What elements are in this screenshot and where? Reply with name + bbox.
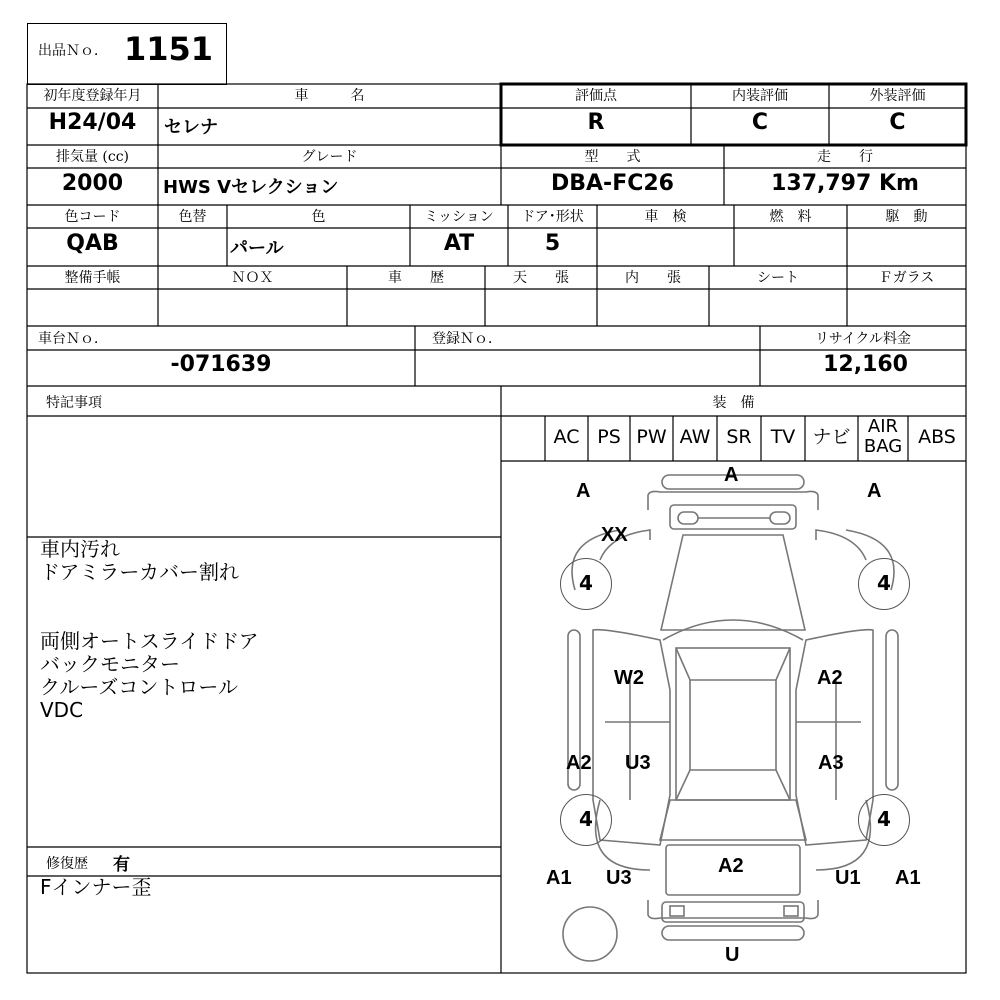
inspection-label: 車 検 <box>644 209 687 225</box>
exterior-label: 外装評価 <box>869 88 926 104</box>
grade-value: HWS Vセレクション <box>163 177 339 198</box>
interior-trim-label: 内 張 <box>625 270 681 286</box>
lot-label: 出品Ｎｏ． <box>38 43 108 59</box>
grade-label: グレード <box>301 149 358 165</box>
fuel-label: 燃 料 <box>769 209 812 225</box>
damage-mark: A <box>724 464 739 486</box>
mission-value: AT <box>443 231 475 256</box>
damage-mark: U3 <box>625 752 651 774</box>
damage-mark: A2 <box>718 855 744 877</box>
damage-mark: A <box>867 480 882 502</box>
repair-label: 修復歴 <box>46 856 88 872</box>
lot-number: 1151 <box>124 30 214 68</box>
tire-rear-right: 4 <box>858 794 910 846</box>
tire-rear-left: 4 <box>560 794 612 846</box>
color-value: パール <box>230 238 284 259</box>
damage-mark: U1 <box>835 867 861 889</box>
mission-label: ミッション <box>424 209 494 225</box>
displacement-label: 排気量 (cc) <box>55 149 130 165</box>
regno-label: 登録Ｎｏ． <box>432 331 502 347</box>
equip-pw: PW <box>636 426 667 448</box>
history-label: 車 歴 <box>388 270 444 286</box>
equip-aw: AW <box>679 426 711 448</box>
damage-mark: U <box>725 944 740 966</box>
damage-mark: W2 <box>614 667 644 689</box>
mileage-value: 137,797 Km <box>771 171 919 196</box>
equip-abs: ABS <box>918 426 956 448</box>
seat-label: シート <box>757 270 799 286</box>
equip-ps: PS <box>597 426 621 448</box>
equip-navi: ナビ <box>812 426 851 448</box>
drive-label: 駆 動 <box>885 209 928 225</box>
equip-ac: AC <box>553 426 580 448</box>
color-code-value: QAB <box>66 231 119 256</box>
color-code-label: 色コード <box>64 209 121 225</box>
notes-line: VDC <box>40 698 84 722</box>
chassis-value: -071639 <box>170 352 272 377</box>
car-name-value: セレナ <box>164 117 218 138</box>
interior-label: 内装評価 <box>732 88 788 104</box>
nox-label: ＮＯＸ <box>231 270 274 286</box>
model-value: DBA-FC26 <box>551 171 674 196</box>
interior-value: C <box>751 110 769 135</box>
door-value: 5 <box>544 231 561 256</box>
roof-label: 天 張 <box>513 270 569 286</box>
recycle-value: 12,160 <box>823 352 908 377</box>
equip-sr: SR <box>726 426 752 448</box>
displacement-value: 2000 <box>61 171 124 196</box>
notes-line: 両側オートスライドドア <box>40 629 259 653</box>
color-label: 色 <box>311 209 326 225</box>
damage-mark: XX <box>601 524 628 546</box>
damage-mark: A1 <box>895 867 921 889</box>
damage-mark: A3 <box>818 752 844 774</box>
reg-date-label: 初年度登録年月 <box>43 88 142 104</box>
recycle-label: リサイクル料金 <box>814 331 912 347</box>
tire-front-right: 4 <box>858 558 910 610</box>
equip-tv: TV <box>770 426 796 448</box>
notes-line: 車内汚れ <box>40 537 120 561</box>
recolor-label: 色替 <box>178 209 207 225</box>
damage-mark: A2 <box>566 752 592 774</box>
notes-label: 特記事項 <box>46 395 102 411</box>
score-value: R <box>587 110 605 135</box>
chassis-label: 車台Ｎｏ． <box>38 331 108 347</box>
exterior-value: C <box>889 110 906 135</box>
car-name-label: 車 名 <box>294 88 365 104</box>
equip-airbag: AIR BAG <box>863 416 903 457</box>
equipment-label: 装 備 <box>712 395 755 411</box>
damage-mark: U3 <box>606 867 632 889</box>
tire-front-left: 4 <box>560 558 612 610</box>
model-label: 型 式 <box>584 149 641 165</box>
score-label: 評価点 <box>575 88 617 104</box>
notes-line: クルーズコントロール <box>40 675 238 699</box>
notes-line: バックモニター <box>40 652 180 676</box>
door-label: ドア･形状 <box>521 209 584 225</box>
notes-line: ドアミラーカバー割れ <box>40 560 239 584</box>
damage-mark: A <box>576 480 591 502</box>
repair-value: 有 <box>113 855 130 875</box>
repair-detail: Fインナー歪 <box>40 875 152 899</box>
record-label: 整備手帳 <box>64 270 121 286</box>
mileage-label: 走 行 <box>817 149 873 165</box>
damage-mark: A2 <box>817 667 843 689</box>
fglass-label: Ｆガラス <box>878 270 935 286</box>
reg-date-value: H24/04 <box>48 110 137 135</box>
damage-mark: A1 <box>546 867 572 889</box>
